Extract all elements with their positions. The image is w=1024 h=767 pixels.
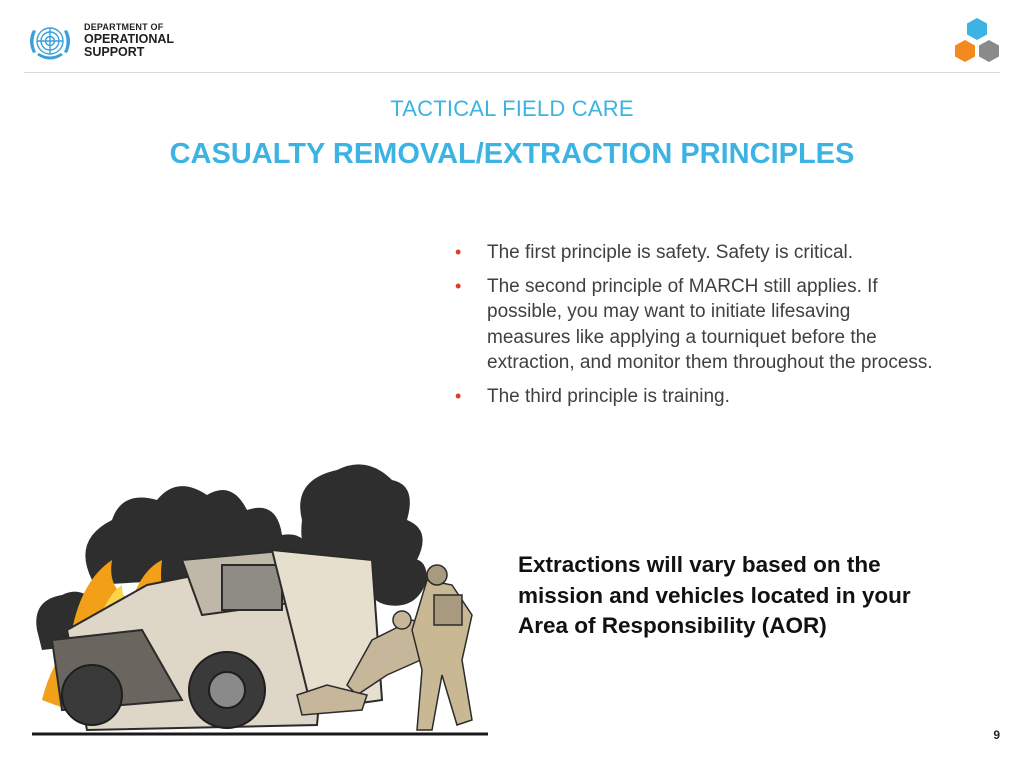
bullet-dot-icon: • <box>455 242 462 262</box>
hexagon-cluster-icon <box>950 16 1004 68</box>
bullet-item <box>455 384 935 410</box>
bullet-dot-icon: • <box>455 275 462 296</box>
bullet-text: The first principle is safety. Safety is critical. <box>487 242 854 263</box>
bullet-item <box>455 274 935 376</box>
org-line-3: SUPPORT <box>84 44 145 59</box>
extraction-illustration <box>32 460 488 736</box>
hexagon-gray <box>979 40 999 62</box>
header-divider <box>24 72 1000 73</box>
org-line-1: DEPARTMENT OF <box>84 22 164 33</box>
org-line-2: OPERATIONAL <box>84 31 175 46</box>
bullet-text: The third principle is training. <box>487 385 730 407</box>
bullet-item <box>455 240 935 266</box>
bullet-text: The second principle of MARCH still applies. If possible, you may want to initiate lifesaving measures like applying a tourniquet before the extraction, and monitor them throughout the process. <box>487 275 933 373</box>
hexagon-blue <box>967 18 987 40</box>
org-name <box>84 23 174 59</box>
callout-text: Extractions will vary based on the mission and vehicles located in your Area of Responsibility (AOR) <box>518 552 911 638</box>
bullet-list <box>455 240 935 417</box>
slide-title: CASUALTY REMOVAL/EXTRACTION PRINCIPLES <box>169 138 855 170</box>
un-emblem-icon <box>24 18 76 64</box>
dos-logo <box>24 18 174 64</box>
page-number: 9 <box>993 728 1000 742</box>
bullet-dot-icon: • <box>455 385 462 406</box>
slide-subtitle: TACTICAL FIELD CARE <box>390 96 634 121</box>
hexagon-orange <box>955 40 975 62</box>
